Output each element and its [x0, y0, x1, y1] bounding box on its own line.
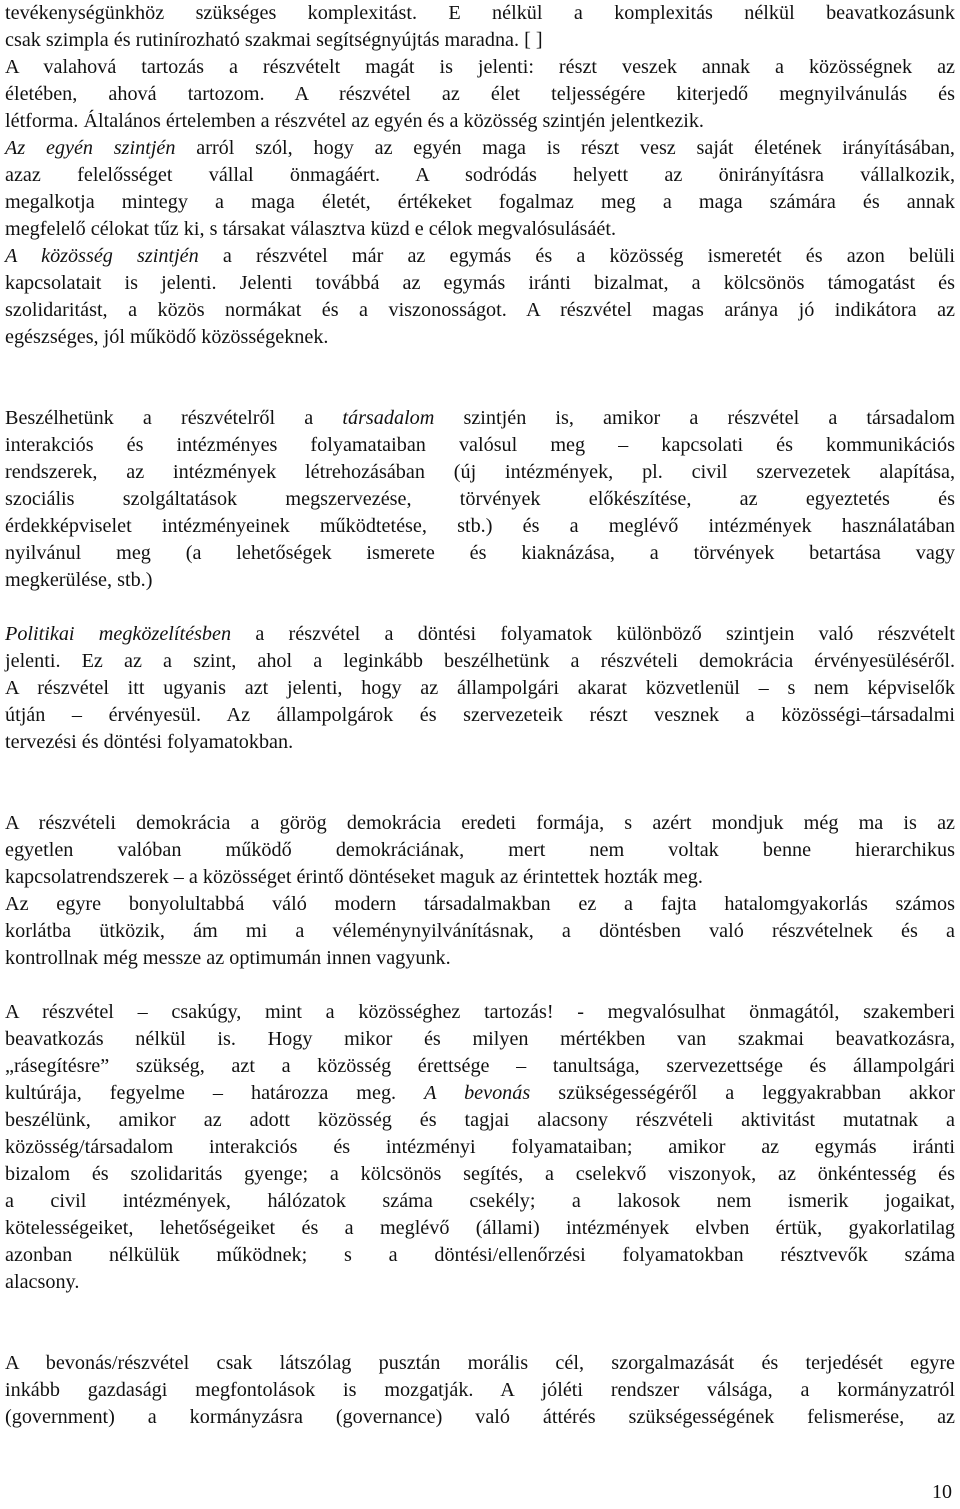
text-segment: A részvételi demokrácia a görög demokrácia eredeti formája, s azért mondjuk még ma is az: [5, 812, 955, 834]
text-segment: A valahová tartozás a részvételt magát is jelenti: részt veszek annak a közösségnek az: [5, 56, 955, 78]
text-segment: A részvétel – csakúgy, mint a közösséghez tartozás! - megvalósulhat önmagától, szakemberi: [5, 1001, 955, 1023]
text-segment: bizalom és szolidaritás gyenge; a kölcsönös segítés, a cselekvő viszonyok, az önkéntesség és: [5, 1163, 955, 1185]
text-line: [5, 621, 955, 648]
text-line: [5, 1107, 955, 1134]
text-segment: megkerülése, stb.): [5, 569, 153, 591]
text-line: [5, 945, 955, 972]
text-segment: kontrollnak még messze az optimumán innen vagyunk.: [5, 947, 451, 969]
text-segment: megalkotja mintegy a maga életét, értékeket fogalmaz meg a maga számára és annak: [5, 191, 955, 213]
text-segment: tervezési és döntési folyamatokban.: [5, 731, 294, 753]
text-line: [5, 1188, 955, 1215]
text-segment: A részvétel itt ugyanis azt jelenti, hogy az állampolgári akarat közvetlenül – s nem képviselők: [5, 677, 955, 699]
text-segment: nyilvánul meg (a lehetőségek ismerete és kiaknázása, a törvények betartása vagy: [5, 542, 955, 564]
text-line: [5, 54, 955, 81]
text-segment: szükségességéről a leggyakrabban akkor: [530, 1082, 955, 1104]
text-segment: azonban nélkülük működnek; s a döntési/ellenőrzési folyamatokban résztvevők száma: [5, 1244, 955, 1266]
text-line: [5, 1080, 955, 1107]
text-segment: létforma. Általános értelemben a részvétel az egyén és a közösség szintjén jelentkezik.: [5, 110, 704, 132]
text-segment: kultúrája, fegyelme – határozza meg.: [5, 1082, 425, 1104]
text-line: [5, 1134, 955, 1161]
text-segment: szintjén is, amikor a részvétel a társadalom: [434, 407, 955, 429]
text-segment: alacsony.: [5, 1271, 80, 1293]
text-line: [5, 486, 955, 513]
text-segment: kapcsolatrendszerek – a közösséget érintő döntéseket maguk az érintettek hozták meg.: [5, 866, 703, 888]
text-line: [5, 405, 955, 432]
italic-text: A bevonás: [424, 1082, 531, 1104]
text-segment: csak szimpla és rutinírozható szakmai segítségnyújtás maradna. [ ]: [5, 29, 543, 51]
text-segment: tevékenységünkhöz szükséges komplexitást. E nélkül a komplexitás nélkül beavatkozásunk: [5, 2, 955, 24]
text-segment: (government) a kormányzásra (governance) való áttérés szükségességének felismerése, az: [5, 1406, 955, 1428]
text-segment: A bevonás/részvétel csak látszólag pusztán morális cél, szorgalmazását és terjedését egyre: [5, 1352, 955, 1374]
text-segment: kapcsolatait is jelenti. Jelenti továbbá az egymás iránti bizalmat, a kölcsönös támogatást és: [5, 272, 955, 294]
text-segment: beavatkozás nélkül is. Hogy mikor és milyen mértékben van szakmai beavatkozásra,: [5, 1028, 955, 1050]
text-line: [5, 891, 955, 918]
text-line: [5, 270, 955, 297]
text-line: [5, 1350, 955, 1377]
text-line: [5, 648, 955, 675]
text-line: [5, 162, 955, 189]
text-line: [5, 999, 955, 1026]
text-line: [5, 702, 955, 729]
text-segment: szolidaritást, a közös normákat és a viszonosságot. A részvétel magas aránya jó indikátora az: [5, 299, 955, 321]
text-line: [5, 864, 955, 891]
italic-text: Az egyén szintjén: [5, 137, 176, 159]
text-line: [5, 135, 955, 162]
text-line: [5, 1053, 955, 1080]
text-segment: „rásegítésre” szükség, azt a közösség érettsége – tanultsága, szervezettsége és állampolgári: [5, 1055, 955, 1077]
text-segment: egészséges, jól működő közösségeknek.: [5, 326, 329, 348]
text-line: [5, 810, 955, 837]
text-line: [5, 513, 955, 540]
text-line: [5, 0, 955, 27]
text-line: [5, 189, 955, 216]
text-segment: Az egyre bonyolultabbá váló modern társadalmakban ez a fajta hatalomgyakorlás számos: [5, 893, 955, 915]
italic-text: A közösség szintjén: [5, 245, 199, 267]
text-segment: kötelességeiket, lehetőségeiket és a meglévő (állami) intézmények elvben értük, gyakorlatilag: [5, 1217, 955, 1239]
text-line: [5, 243, 955, 270]
text-line: [5, 27, 955, 54]
text-line: [5, 1377, 955, 1404]
text-line: [5, 918, 955, 945]
text-line: [5, 432, 955, 459]
text-segment: a részvétel a döntési folyamatok különböző szintjein való részvételt: [231, 623, 955, 645]
italic-text: társadalom: [342, 407, 435, 429]
text-line: [5, 1242, 955, 1269]
text-segment: életében, ahová tartozom. A részvétel az élet teljességére kiterjedő megnyilvánulás és: [5, 83, 955, 105]
text-line: [5, 459, 955, 486]
text-line: [5, 567, 955, 594]
text-line: [5, 837, 955, 864]
text-line: [5, 729, 955, 756]
text-segment: útján – érvényesül. Az állampolgárok és szervezeteik részt vesznek a közösségi–társadalmi: [5, 704, 955, 726]
text-line: [5, 1404, 955, 1431]
text-line: [5, 675, 955, 702]
text-line: [5, 216, 955, 243]
text-segment: rendszerek, az intézmények létrehozásában (új intézmények, pl. civil szervezetek alapítása,: [5, 461, 955, 483]
text-line: [5, 81, 955, 108]
text-line: [5, 108, 955, 135]
text-segment: a civil intézmények, hálózatok száma csekély; a lakosok nem ismerik jogaikat,: [5, 1190, 955, 1212]
text-line: [5, 1026, 955, 1053]
text-segment: Beszélhetünk a részvételről a: [5, 407, 343, 429]
italic-text: Politikai megközelítésben: [5, 623, 232, 645]
page-number: 10: [932, 1481, 952, 1503]
text-segment: egyetlen valóban működő demokráciának, mert nem voltak benne hierarchikus: [5, 839, 955, 861]
text-line: [5, 1269, 955, 1296]
text-segment: inkább gazdasági megfontolások is mozgatják. A jóléti rendszer válsága, a kormányzatról: [5, 1379, 955, 1401]
text-segment: azaz felelősséget vállal önmagáért. A sodródás helyett az önirányításra vállalkozik,: [5, 164, 955, 186]
text-segment: arról szól, hogy az egyén maga is részt vesz saját életének irányításában,: [175, 137, 955, 159]
text-line: [5, 1161, 955, 1188]
text-segment: korlátba ütközik, ám mi a véleménynyilvánításnak, a döntésben való részvételnek és a: [5, 920, 955, 942]
text-segment: szociális szolgáltatások megszervezése, törvények előkészítése, az egyeztetés és: [5, 488, 955, 510]
text-segment: jelenti. Ez az a szint, ahol a leginkább beszélhetünk a részvételi demokrácia érvényesüléséről.: [5, 650, 955, 672]
text-line: [5, 324, 955, 351]
text-segment: megfelelő célokat tűz ki, s társakat választva küzd e célok megvalósulásáét.: [5, 218, 616, 240]
text-segment: közösség/társadalom interakciós és intézményi folyamataiban; amikor az egymás iránti: [5, 1136, 955, 1158]
text-segment: a részvétel már az egymás és a közösség ismeretét és azon belüli: [198, 245, 955, 267]
text-line: [5, 540, 955, 567]
text-segment: beszélünk, amikor az adott közösség és tagjai alacsony részvételi aktivitást mutatnak a: [5, 1109, 955, 1131]
text-segment: érdekképviselet intézményeinek működtetése, stb.) és a meglévő intézmények használatában: [5, 515, 955, 537]
text-segment: interakciós és intézményes folyamataiban valósul meg – kapcsolati és kommunikációs: [5, 434, 955, 456]
text-line: [5, 297, 955, 324]
text-line: [5, 1215, 955, 1242]
